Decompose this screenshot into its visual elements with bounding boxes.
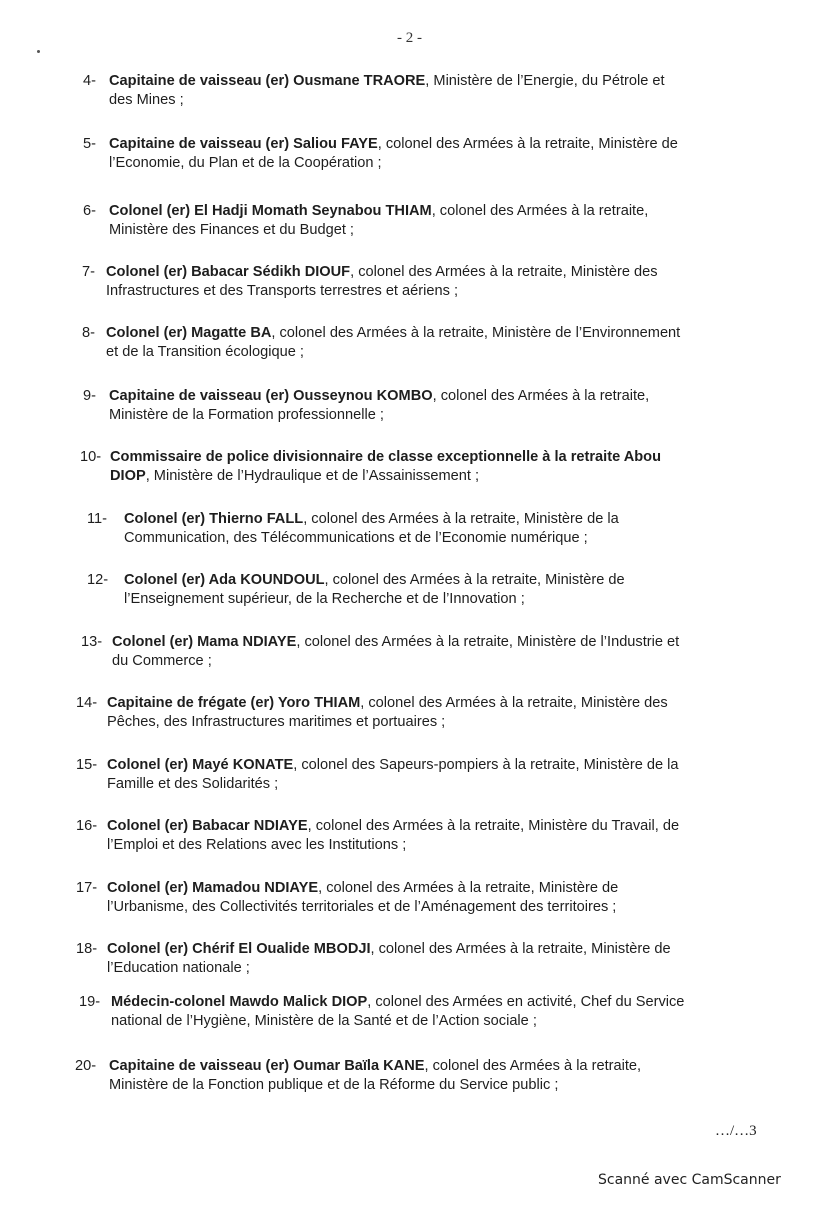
item-number: 18- bbox=[76, 941, 98, 957]
item-text-continued: l’Emploi et des Relations avec les Institutions ; bbox=[107, 837, 407, 853]
item-text-continued: national de l’Hygiène, Ministère de la Santé et de l’Action sociale ; bbox=[111, 1013, 537, 1029]
list-item bbox=[83, 72, 789, 110]
item-text: , colonel des Armées à la retraite, Ministère de bbox=[318, 880, 619, 896]
item-name: Capitaine de vaisseau (er) Ousmane TRAORE bbox=[109, 73, 426, 89]
item-text: , colonel des Armées à la retraite, Ministère des bbox=[360, 695, 668, 711]
item-text: , colonel des Armées à la retraite, bbox=[431, 203, 649, 219]
item-number: 11- bbox=[87, 511, 108, 527]
item-number: 14- bbox=[76, 695, 98, 711]
list-item bbox=[76, 879, 787, 917]
item-text: , colonel des Armées à la retraite, Ministère de l’Industrie et bbox=[296, 634, 680, 650]
list-item bbox=[79, 993, 787, 1031]
list-item bbox=[82, 263, 791, 301]
item-text-continued: l’Economie, du Plan et de la Coopération ; bbox=[109, 155, 382, 171]
item-text: , colonel des Armées à la retraite, Ministère des bbox=[350, 264, 658, 280]
list-item bbox=[81, 633, 787, 671]
item-name: Colonel (er) El Hadji Momath Seynabou THIAM bbox=[109, 203, 432, 219]
item-name: Colonel (er) Mama NDIAYE bbox=[112, 634, 297, 650]
list-item bbox=[83, 135, 789, 173]
list-item bbox=[76, 940, 787, 978]
item-name: Médecin-colonel Mawdo Malick DIOP bbox=[111, 994, 368, 1010]
item-text: , colonel des Sapeurs-pompiers à la retraite, Ministère de la bbox=[293, 757, 679, 773]
list-item bbox=[80, 448, 790, 486]
item-name: Colonel (er) Mayé KONATE bbox=[107, 757, 294, 773]
item-number: 5- bbox=[83, 136, 96, 152]
item-text: , colonel des Armées à la retraite, Ministère de l’Environnement bbox=[271, 325, 681, 341]
list-item bbox=[76, 817, 787, 855]
item-text: , colonel des Armées en activité, Chef du Service bbox=[367, 994, 685, 1010]
item-number: 19- bbox=[79, 994, 101, 1010]
item-number: 20- bbox=[75, 1058, 97, 1074]
item-name: Colonel (er) Magatte BA bbox=[106, 325, 272, 341]
item-name: Capitaine de vaisseau (er) Saliou FAYE bbox=[109, 136, 378, 152]
page-number: - 2 - bbox=[397, 30, 422, 46]
continuation-marker: …/…3 bbox=[715, 1123, 757, 1139]
item-name: Colonel (er) Babacar Sédikh DIOUF bbox=[106, 264, 351, 280]
item-text-continued: Famille et des Solidarités ; bbox=[107, 776, 279, 792]
item-text-continued: et de la Transition écologique ; bbox=[106, 344, 304, 360]
item-text-continued: du Commerce ; bbox=[112, 653, 212, 669]
list-item bbox=[76, 694, 787, 732]
item-text-continued: des Mines ; bbox=[109, 92, 184, 108]
item-name: Capitaine de vaisseau (er) Oumar Baïla KANE bbox=[109, 1058, 425, 1074]
item-text: , colonel des Armées à la retraite, Ministère de la bbox=[303, 511, 619, 527]
item-number: 8- bbox=[82, 325, 95, 341]
item-name: Capitaine de frégate (er) Yoro THIAM bbox=[107, 695, 361, 711]
item-text-continued: l’Education nationale ; bbox=[107, 960, 250, 976]
item-text: , colonel des Armées à la retraite, bbox=[424, 1058, 642, 1074]
item-name: Colonel (er) Chérif El Oualide MBODJI bbox=[107, 941, 371, 957]
item-number: 17- bbox=[76, 880, 98, 896]
item-number: 9- bbox=[83, 388, 96, 404]
item-name-continued: DIOP bbox=[110, 468, 146, 484]
item-number: 12- bbox=[87, 572, 109, 588]
item-text: , Ministère de l’Energie, du Pétrole et bbox=[425, 73, 665, 89]
item-name: Capitaine de vaisseau (er) Ousseynou KOMBO bbox=[109, 388, 433, 404]
list-item bbox=[83, 202, 789, 240]
list-item bbox=[75, 1057, 789, 1095]
item-text: , colonel des Armées à la retraite, bbox=[432, 388, 650, 404]
item-text-continued: Ministère des Finances et du Budget ; bbox=[109, 222, 354, 238]
item-name: Colonel (er) Babacar NDIAYE bbox=[107, 818, 308, 834]
item-number: 16- bbox=[76, 818, 98, 834]
item-number: 4- bbox=[83, 73, 96, 89]
list-item bbox=[76, 756, 787, 794]
item-number: 7- bbox=[82, 264, 95, 280]
scanner-watermark: Scanné avec CamScanner bbox=[598, 1172, 781, 1188]
item-number: 6- bbox=[83, 203, 96, 219]
list-item bbox=[87, 571, 784, 609]
item-text: , colonel des Armées à la retraite, Ministère de bbox=[377, 136, 678, 152]
item-text: , colonel des Armées à la retraite, Ministère de bbox=[370, 941, 671, 957]
item-text-continued: Infrastructures et des Transports terrestres et aériens ; bbox=[106, 283, 459, 299]
item-text: , colonel des Armées à la retraite, Ministère du Travail, de bbox=[307, 818, 680, 834]
item-name: Colonel (er) Thierno FALL bbox=[124, 511, 304, 527]
item-text-continued: , Ministère de l’Hydraulique et de l’Assainissement ; bbox=[145, 468, 480, 484]
list-item bbox=[82, 324, 791, 362]
item-text-continued: Ministère de la Formation professionnelle ; bbox=[109, 407, 384, 423]
item-text-continued: l’Enseignement supérieur, de la Recherche et de l’Innovation ; bbox=[124, 591, 525, 607]
item-name: Colonel (er) Mamadou NDIAYE bbox=[107, 880, 319, 896]
item-number: 15- bbox=[76, 757, 98, 773]
item-text: , colonel des Armées à la retraite, Ministère de bbox=[324, 572, 625, 588]
item-text-continued: Pêches, des Infrastructures maritimes et portuaires ; bbox=[107, 714, 446, 730]
item-number: 10- bbox=[80, 449, 102, 465]
item-name: Commissaire de police divisionnaire de classe exceptionnelle à la retraite Abou bbox=[110, 449, 661, 465]
item-name: Colonel (er) Ada KOUNDOUL bbox=[124, 572, 325, 588]
list-item bbox=[87, 510, 784, 548]
item-text-continued: Ministère de la Fonction publique et de la Réforme du Service public ; bbox=[109, 1077, 559, 1093]
item-text-continued: Communication, des Télécommunications et de l’Economie numérique ; bbox=[124, 530, 588, 546]
list-item bbox=[83, 387, 789, 425]
item-number: 13- bbox=[81, 634, 103, 650]
item-text-continued: l’Urbanisme, des Collectivités territoriales et de l’Aménagement des territoires ; bbox=[107, 899, 617, 915]
